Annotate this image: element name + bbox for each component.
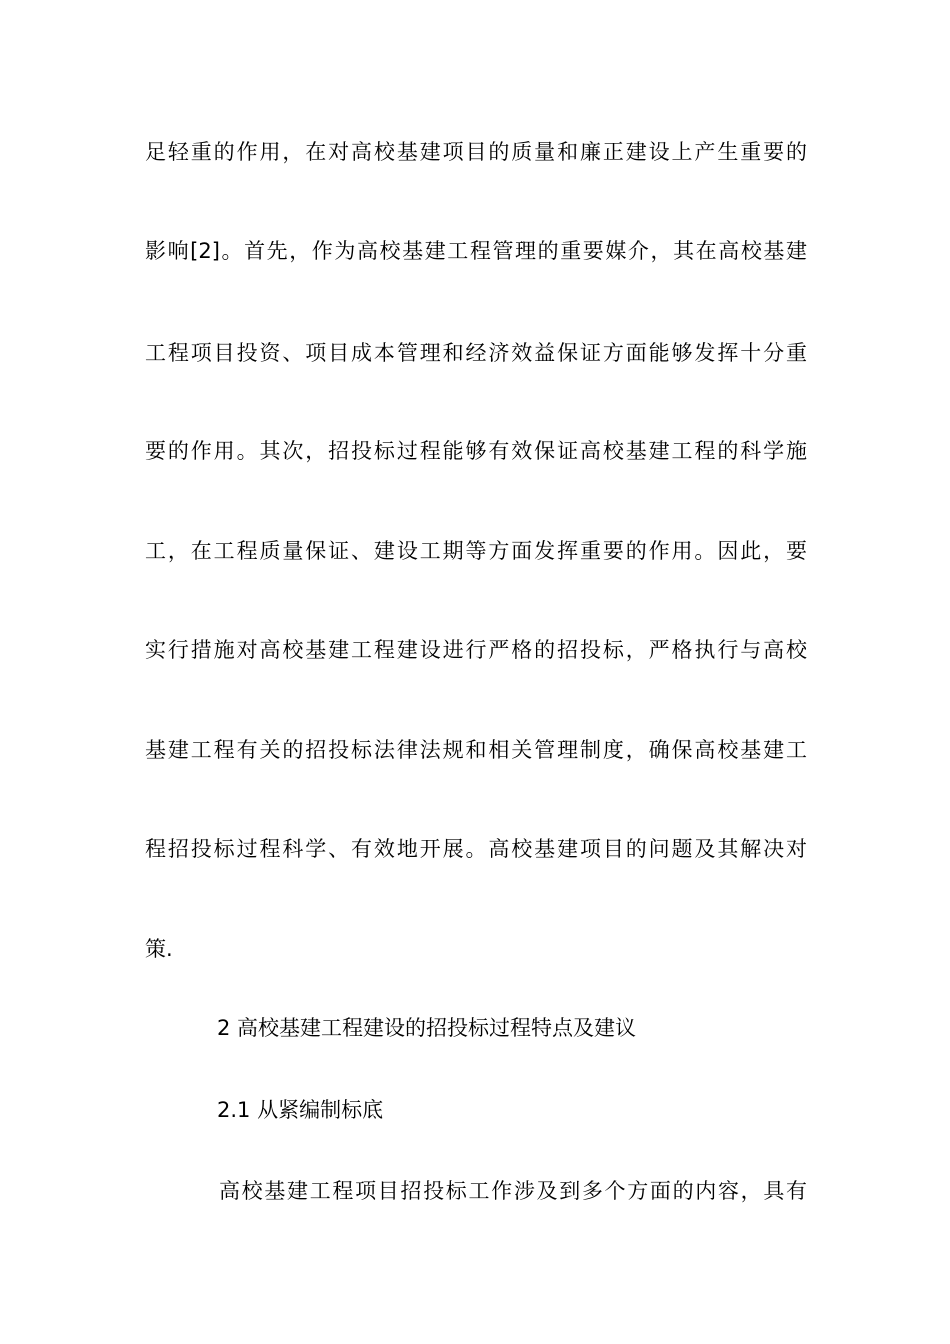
- body-text-line: 影响[2]。首先，作为高校基建工程管理的重要媒介，其在高校基建: [145, 239, 807, 263]
- body-text-line: 工，在工程质量保证、建设工期等方面发挥重要的作用。因此，要: [145, 539, 807, 563]
- body-text-line: 实行措施对高校基建工程建设进行严格的招投标，严格执行与高校: [145, 638, 807, 662]
- body-text-line: 足轻重的作用，在对高校基建项目的质量和廉正建设上产生重要的: [145, 140, 807, 164]
- body-text-line: 基建工程有关的招投标法律法规和相关管理制度，确保高校基建工: [145, 738, 807, 762]
- section-heading: 2 高校基建工程建设的招投标过程特点及建议: [217, 1016, 637, 1040]
- body-text-line: 策.: [145, 937, 173, 961]
- body-text-line: 工程项目投资、项目成本管理和经济效益保证方面能够发挥十分重: [145, 341, 807, 365]
- body-text-line: 程招投标过程科学、有效地开展。高校基建项目的问题及其解决对: [145, 837, 807, 861]
- body-text-line: 要的作用。其次，招投标过程能够有效保证高校基建工程的科学施: [145, 439, 807, 463]
- subsection-heading: 2.1 从紧编制标底: [217, 1098, 384, 1122]
- paragraph-first-line: 高校基建工程项目招投标工作涉及到多个方面的内容，具有: [219, 1179, 807, 1203]
